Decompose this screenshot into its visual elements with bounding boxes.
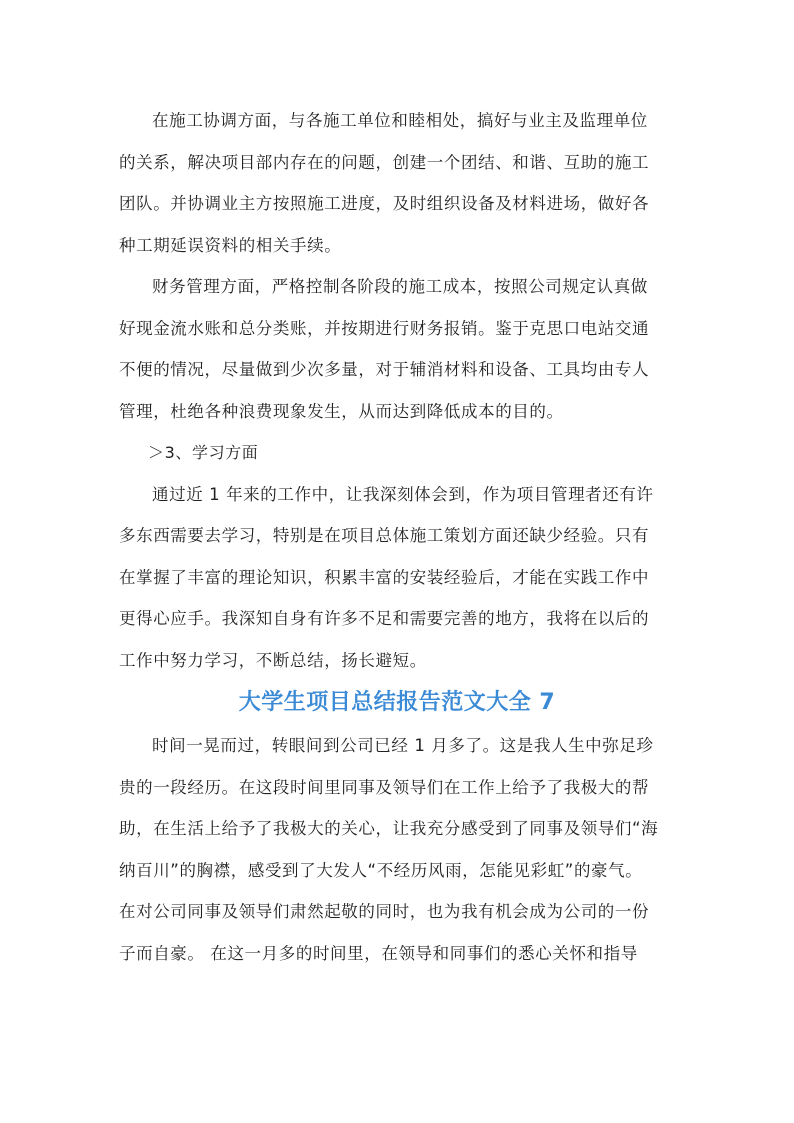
paragraph-line: 好现金流水账和总分类账，并按期进行财务报销。鉴于克思口电站交通 [119, 318, 650, 338]
paragraph-line: 不便的情况，尽量做到少次多量，对于辅消材料和设备、工具均由专人 [119, 360, 650, 379]
paragraph-line: 种工期延误资料的相关手续。 [119, 235, 342, 255]
paragraph-line: 在对公司同事及领导们肃然起敬的同时，也为我有机会成为公司的一份 [119, 902, 650, 921]
paragraph-line: 团队。并协调业主方按照施工进度，及时组织设备及材料进场，做好各 [119, 194, 650, 213]
paragraph-line: 通过近 1 年来的工作中，让我深刻体会到，作为项目管理者还有许 [152, 484, 654, 504]
paragraph-line: 助，在生活上给予了我极大的关心，让我充分感受到了同事及领导们“海 [119, 819, 659, 838]
paragraph-line: 时间一晃而过，转眼间到公司已经 1 月多了。这是我人生中弥足珍 [152, 736, 654, 755]
paragraph-line: 的关系，解决项目部内存在的问题，创建一个团结、和谐、互助的施工 [119, 152, 650, 172]
paragraph-line: 财务管理方面，严格控制各阶段的施工成本，按照公司规定认真做 [152, 277, 648, 296]
paragraph-line: 多东西需要去学习，特别是在项目总体施工策划方面还缺少经验。只有 [119, 526, 650, 545]
paragraph-line: 贵的一段经历。在这段时间里同事及领导们在工作上给予了我极大的帮 [119, 777, 650, 797]
paragraph-line: 纳百川”的胸襟，感受到了大发人“不经历风雨，怎能见彩虹”的豪气。 [119, 860, 643, 880]
section-heading-learning: ＞3、学习方面 [148, 443, 259, 462]
document-body [119, 100, 675, 974]
paragraph-line: 在掌握了丰富的理论知识，积累丰富的安装经验后，才能在实践工作中 [119, 567, 650, 587]
document-section-title: 大学生项目总结报告范文大全 7 [238, 690, 556, 715]
paragraph-time-passes [119, 725, 675, 974]
paragraph-line: 管理，杜绝各种浪费现象发生，从而达到降低成本的目的。 [119, 401, 564, 421]
paragraph-line: 更得心应手。我深知自身有许多不足和需要完善的地方，我将在以后的 [119, 609, 650, 628]
paragraph-financial-management [119, 266, 675, 432]
paragraph-line: 工作中努力学习，不断总结，扬长避短。 [119, 650, 427, 670]
paragraph-line: 在施工协调方面，与各施工单位和睦相处，搞好与业主及监理单位 [152, 111, 648, 130]
paragraph-line: 子而自豪。 在这一月多的时间里，在领导和同事们的悉心关怀和指导 [119, 943, 638, 963]
paragraph-construction-coordination [119, 100, 675, 266]
paragraph-learning [119, 474, 675, 682]
